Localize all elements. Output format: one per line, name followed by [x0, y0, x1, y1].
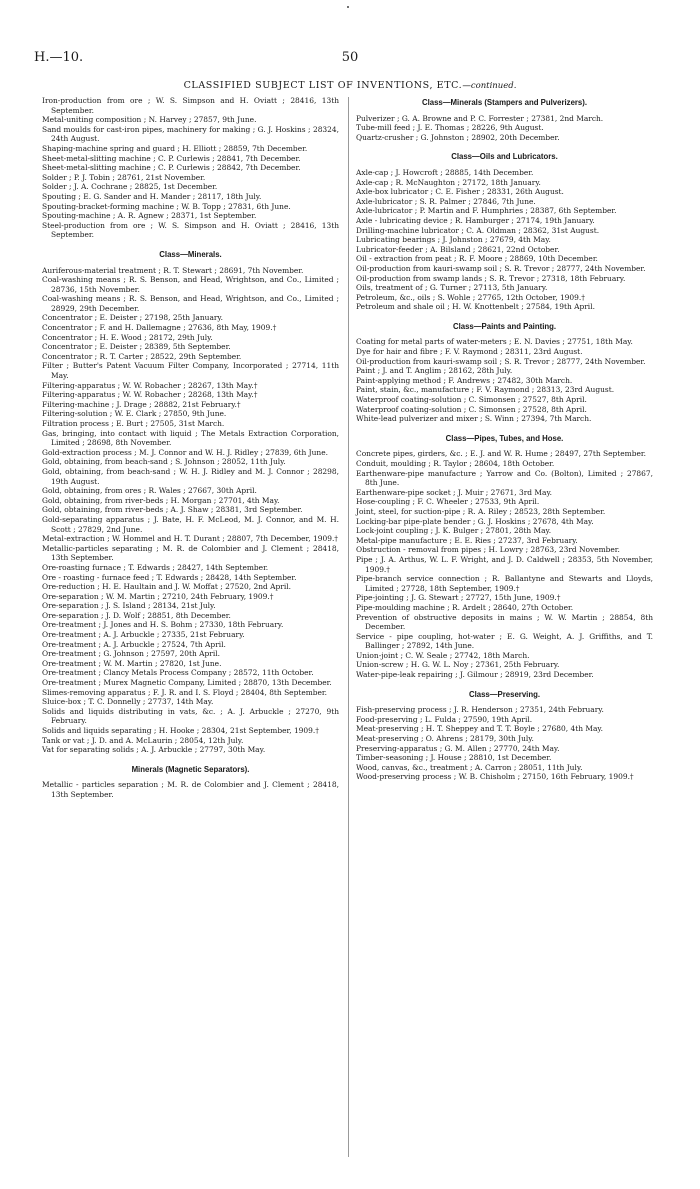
right-column — [356, 96, 653, 782]
entry-group-pipes — [356, 449, 653, 679]
entry-group-minerals — [42, 266, 339, 755]
index-entry: Metal-extraction ; W. Hommel and H. T. Durant ; 28807, 7th December, 1909.† — [42, 534, 339, 544]
index-entry: Concentrator ; F. and H. Dallemagne ; 27636, 8th May, 1909.† — [42, 323, 277, 333]
index-entry: Service - pipe coupling, hot-water ; E. G. Weight, A. J. Griffiths, and T. Ballinger ; 27892, 14th June. — [356, 631, 653, 651]
entry-group-metals — [42, 96, 339, 240]
section-heading-magnetic-separators: Minerals (Magnetic Separators). — [131, 764, 250, 774]
entry-group-preserving — [356, 705, 653, 782]
index-entry: Paint ; J. and T. Anglim ; 28162, 28th July. — [356, 366, 513, 376]
index-entry: Oil-production from kauri-swamp soil ; S. R. Trevor ; 28777, 24th November. — [356, 356, 646, 366]
index-entry: Axle-cap ; J. Howcroft ; 28885, 14th December. — [356, 167, 534, 177]
index-entry: Wood-preserving process ; W. B. Chisholm ; 27150, 16th February, 1909.† — [356, 772, 634, 782]
index-entry: Spouting-bracket-forming machine ; W. B. Topp ; 27831, 6th June. — [42, 201, 291, 211]
index-entry: Locking-bar pipe-plate bender ; G. J. Hoskins ; 27678, 4th May. — [356, 516, 594, 526]
index-entry: Ore-roasting furnace ; T. Edwards ; 28427, 14th September. — [42, 562, 269, 572]
index-entry: Drilling-machine lubricator ; C. A. Oldman ; 28362, 31st August. — [356, 225, 600, 235]
index-entry: Steel-production from ore ; W. S. Simpson and H. Oviatt ; 28416, 13th September. — [42, 220, 339, 240]
index-entry: Filtering-apparatus ; W. W. Robacher ; 28268, 13th May.† — [42, 390, 258, 400]
index-entry: Concentrator ; H. E. Wood ; 28172, 29th July. — [42, 332, 213, 342]
index-entry: Ore-reduction ; H. E. Haultain and J. W. Moffat ; 27520, 2nd April. — [42, 582, 291, 592]
index-entry: Vat for separating solids ; A. J. Arbuckle ; 27797, 30th May. — [42, 745, 266, 755]
index-entry: Meat-preserving ; O. Ahrens ; 28179, 30th July. — [356, 734, 534, 744]
subtitle-text: CLASSIFIED SUBJECT LIST OF INVENTIONS, ETC. — [183, 80, 463, 91]
index-entry: Metal-pipe manufacture ; E. E. Ries ; 27237, 3rd February. — [356, 535, 578, 545]
index-entry: Union-joint ; C. W. Seale ; 27742, 18th March. — [356, 650, 530, 660]
page-subtitle — [0, 80, 700, 91]
entry-group-magnetic — [42, 780, 339, 799]
index-entry: Lock-joint coupling ; J. K. Bulger ; 27801, 28th May. — [356, 526, 552, 536]
index-entry: Metal-uniting composition ; N. Harvey ; 27857, 9th June. — [42, 115, 257, 125]
index-entry: Petroleum and shale oil ; H. W. Knottenbelt ; 27584, 19th April. — [356, 302, 595, 312]
index-entry: Metallic - particles separation ; M. R. de Colombier and J. Clement ; 28418, 13th September. — [42, 780, 339, 799]
index-entry: Ore-treatment ; Murex Magnetic Company, Limited ; 28870, 13th December. — [42, 678, 332, 688]
index-entry: Sheet-metal-slitting machine ; C. P. Curlewis ; 28841, 7th December. — [42, 153, 301, 163]
section-heading-stampers: Class—Minerals (Stampers and Pulverizers). — [421, 98, 588, 107]
index-entry: Waterproof coating-solution ; C. Simonsen ; 27527, 8th April. — [356, 395, 587, 405]
scan-speck — [347, 6, 349, 8]
index-entry: Oils, treatment of ; G. Turner ; 27113, 5th January. — [356, 283, 548, 293]
index-entry: Ore-treatment ; A. J. Arbuckle ; 27335, 21st February. — [42, 630, 245, 640]
section-heading-paints: Class—Paints and Painting. — [452, 321, 557, 331]
index-entry: Timber-seasoning ; J. House ; 28810, 1st December. — [356, 753, 552, 763]
index-entry: Filtering-machine ; J. Drage ; 28882, 21st February.† — [42, 399, 241, 409]
index-entry: Filtering-apparatus ; W. W. Robacher ; 28267, 13th May.† — [42, 380, 258, 390]
index-entry: Paint, stain, &c., manufacture ; F. V. Raymond ; 28313, 23rd August. — [356, 385, 615, 395]
index-entry: Filtration process ; E. Burt ; 27505, 31st March. — [42, 419, 225, 428]
index-entry: Ore - roasting - furnace feed ; T. Edwards ; 28428, 14th September. — [42, 572, 297, 582]
index-entry: Auriferous-material treatment ; R. T. Stewart ; 28691, 7th November. — [42, 265, 304, 275]
section-heading-minerals: Class—Minerals. — [159, 249, 222, 259]
index-entry: Coal-washing means ; R. S. Benson, and Head, Wrightson, and Co., Limited ; 28736, 15th November. — [42, 275, 339, 294]
index-entry: Water-pipe-leak repairing ; J. Gilmour ; 28919, 23rd December. — [356, 670, 594, 680]
index-entry: Ore-separation ; J. D. Wolf ; 28851, 8th December. — [42, 610, 231, 620]
entry-group-oils — [356, 168, 653, 312]
entry-group-stampers — [356, 114, 653, 143]
index-entry: Metallic-particles separating ; M. R. de Colombier and J. Clement ; 28418, 13th September. — [42, 543, 339, 563]
index-entry: Pipe-moulding machine ; R. Ardelt ; 28640, 27th October. — [356, 602, 574, 612]
index-entry: Ore-treatment ; Clancy Metals Process Company ; 28572, 11th October. — [42, 668, 314, 678]
index-entry: Gold, obtaining, from ores ; R. Wales ; 27667, 30th April. — [42, 486, 257, 496]
index-entry: Tube-mill feed ; J. E. Thomas ; 28226, 9th August. — [356, 123, 544, 133]
index-entry: Food-preserving ; L. Fulda ; 27590, 19th April. — [356, 714, 533, 724]
index-entry: Preserving-apparatus ; G. M. Allen ; 27770, 24th May. — [356, 743, 560, 753]
index-entry: Concentrator ; E. Deister ; 27198, 25th January. — [42, 313, 224, 323]
index-entry: Ore-treatment ; G. Johnson ; 27597, 20th April. — [42, 649, 220, 659]
index-entry: Gold, obtaining, from river-beds ; H. Morgan ; 27701, 4th May. — [42, 495, 280, 505]
index-entry: Axle-cap ; R. McNaughton ; 27172, 18th January. — [356, 177, 541, 187]
index-entry: Filter ; Butter's Patent Vacuum Filter Company, Incorporated ; 27714, 11th May. — [42, 361, 339, 381]
index-entry: Solids and liquids separating ; H. Hooke ; 28304, 21st September, 1909.† — [42, 726, 319, 735]
index-entry: Sand moulds for cast-iron pipes, machinery for making ; G. J. Hoskins ; 28324, 24th August. — [42, 124, 339, 144]
index-entry: Waterproof coating-solution ; C. Simonsen ; 27528, 8th April. — [356, 404, 587, 414]
index-entry: Shaping-machine spring and guard ; H. Elliott ; 28859, 7th December. — [42, 143, 308, 153]
index-entry: Pipe-branch service connection ; R. Ballantyne and Stewarts and Lloyds, Limited ; 27728, 18th September, 1909.† — [356, 574, 653, 593]
index-entry: Prevention of obstructive deposits in mains ; W. W. Martin ; 28854, 8th December. — [356, 612, 653, 632]
index-entry: Solids and liquids distributing in vats, &c. ; A. J. Arbuckle ; 27270, 9th February. — [42, 706, 339, 726]
page-header — [34, 50, 666, 68]
index-entry: Hose-coupling ; F. C. Wheeler ; 27533, 9th April. — [356, 497, 540, 507]
index-entry: White-lead pulverizer and mixer ; S. Winn ; 27394, 7th March. — [356, 414, 592, 424]
document-reference: H.—10. — [34, 50, 84, 65]
subtitle-continued: —continued. — [462, 81, 517, 91]
index-entry: Spouting-machine ; A. R. Agnew ; 28371, 1st September. — [42, 211, 257, 221]
column-divider — [348, 97, 349, 1157]
index-entry: Petroleum, &c., oils ; S. Wohle ; 27765, 12th October, 1909.† — [356, 292, 585, 302]
section-heading-preserving: Class—Preserving. — [468, 689, 541, 699]
index-entry: Joint, steel, for suction-pipe ; R. A. Riley ; 28523, 28th September. — [356, 506, 606, 516]
index-entry: Spouting ; E. G. Sander and H. Mander ; 28117, 18th July. — [42, 191, 262, 201]
index-entry: Ore-separation ; W. M. Martin ; 27210, 24th February, 1909.† — [42, 591, 274, 601]
index-entry: Oil - extraction from peat ; R. F. Moore ; 28869, 10th December. — [356, 254, 598, 264]
index-entry: Solder ; J. A. Cochrane ; 28825, 1st December. — [42, 182, 218, 192]
index-entry: Sluice-box ; T. C. Donnelly ; 27737, 14th May. — [42, 697, 214, 707]
index-entry: Axle-lubricator ; S. R. Palmer ; 27846, 7th June. — [356, 196, 536, 206]
index-entry: Lubricator-feeder ; A. Bilsland ; 28621, 22nd October. — [356, 244, 560, 254]
index-entry: Lubricating bearings ; J. Johnston ; 27679, 4th May. — [356, 235, 551, 245]
page-number: 50 — [341, 50, 359, 65]
index-entry: Sheet-metal-slitting machine ; C. P. Curlewis ; 28842, 7th December. — [42, 163, 301, 173]
section-heading-pipes: Class—Pipes, Tubes, and Hose. — [445, 433, 564, 443]
index-entry: Axle-box lubricator ; C. E. Fisher ; 28331, 26th August. — [356, 187, 564, 197]
index-entry: Gold, obtaining, from beach-sand ; S. Johnson ; 28052, 11th July. — [42, 457, 286, 467]
index-entry: Gold, obtaining, from beach-sand ; W. H. J. Ridley and M. J. Connor ; 28298, 19th August. — [42, 466, 339, 486]
index-entry: Dye for hair and fibre ; F. V. Raymond ; 28311, 23rd August. — [356, 347, 583, 357]
index-entry: Iron-production from ore ; W. S. Simpson and H. Oviatt ; 28416, 13th September. — [42, 96, 339, 115]
index-entry: Axle - lubricating device ; R. Hamburger ; 27174, 19th January. — [356, 215, 595, 225]
index-entry: Gold-separating apparatus ; J. Bate, H. F. McLeod, M. J. Connor, and M. H. Scott ; 27829, 2nd June. — [42, 514, 339, 534]
index-entry: Gold-extraction process ; M. J. Connor and W. H. J. Ridley ; 27839, 6th June. — [42, 447, 328, 457]
index-entry: Quartz-crusher ; G. Johnston ; 28902, 20th December. — [356, 132, 560, 142]
index-entry: Conduit, moulding ; R. Taylor ; 28604, 18th October. — [356, 459, 555, 468]
index-entry: Solder ; P. J. Tobin ; 28761, 21st November. — [42, 172, 206, 182]
index-entry: Earthenware-pipe manufacture ; Yarrow and Co. (Bolton), Limited ; 27867, 8th June. — [356, 468, 653, 488]
index-entry: Pipe-jointing ; J. G. Stewart ; 27727, 15th June, 1909.† — [356, 593, 561, 603]
index-entry: Oil-production from kauri-swamp soil ; S. R. Trevor ; 28777, 24th November. — [356, 263, 646, 273]
index-entry: Ore-separation ; J. S. Island ; 28134, 21st July. — [42, 601, 216, 611]
index-entry: Pipe ; J. A. Arthus, W. L. F. Wright, and J. D. Caldwell ; 28353, 5th November, 1909.† — [356, 554, 653, 574]
index-entry: Obstruction - removal from pipes ; H. Lowry ; 28763, 23rd November. — [356, 545, 620, 555]
index-entry: Paint-applying method ; F. Andrews ; 27482, 30th March. — [356, 375, 573, 385]
index-entry: Gas, bringing, into contact with liquid ; The Metals Extraction Corporation, Limited ; 28698, 8th November. — [42, 428, 339, 448]
index-entry: Ore-treatment ; J. Jones and H. S. Bohm ; 27330, 18th February. — [42, 620, 284, 630]
left-column — [42, 96, 339, 800]
index-entry: Pulverizer ; G. A. Browne and P. C. Forrester ; 27381, 2nd March. — [356, 113, 604, 123]
index-entry: Oil-production from swamp lands ; S. R. Trevor ; 27318, 18th February. — [356, 273, 626, 283]
index-entry: Gold, obtaining, from river-beds ; A. J. Shaw ; 28381, 3rd September. — [42, 505, 303, 515]
index-entry: Axle-lubricator ; P. Martin and F. Humphries ; 28387, 6th September. — [356, 206, 617, 216]
index-entry: Wood, canvas, &c., treatment ; A. Carron ; 28051, 11th July. — [356, 762, 583, 772]
index-entry: Concentrator ; R. T. Carter ; 28522, 29th September. — [42, 351, 242, 361]
index-entry: Coating for metal parts of water-meters ; E. N. Davies ; 27751, 18th May. — [356, 337, 633, 347]
index-entry: Concrete pipes, girders, &c. ; E. J. and W. R. Hume ; 28497, 27th September. — [356, 449, 646, 459]
index-entry: Union-screw ; H. G. W. L. Noy ; 27361, 25th February. — [356, 660, 560, 670]
index-entry: Earthenware-pipe socket ; J. Muir ; 27671, 3rd May. — [356, 487, 553, 497]
index-entry: Fish-preserving process ; J. R. Henderson ; 27351, 24th February. — [356, 705, 604, 715]
section-heading-oils: Class—Oils and Lubricators. — [451, 152, 558, 162]
index-entry: Filtering-solution ; W. E. Clark ; 27850, 9th June. — [42, 409, 227, 419]
index-entry: Ore-treatment ; A. J. Arbuckle ; 27524, 7th April. — [42, 639, 226, 649]
index-entry: Ore-treatment ; W. M. Martin ; 27820, 1st June. — [42, 658, 222, 668]
index-entry: Tank or vat ; J. D. and A. McLaurin ; 28054, 12th July. — [42, 735, 244, 745]
index-entry: Concentrator ; E. Deister ; 28389, 5th September. — [42, 342, 231, 352]
index-entry: Coal-washing means ; R. S. Benson, and Head, Wrightson, and Co., Limited ; 28929, 29th December. — [42, 294, 339, 313]
index-entry: Meat-preserving ; H. T. Sheppey and T. T. Boyle ; 27680, 4th May. — [356, 724, 603, 734]
index-entry: Slimes-removing apparatus ; F. J. R. and I. S. Floyd ; 28404, 8th September. — [42, 687, 328, 697]
entry-group-paints — [356, 337, 653, 423]
